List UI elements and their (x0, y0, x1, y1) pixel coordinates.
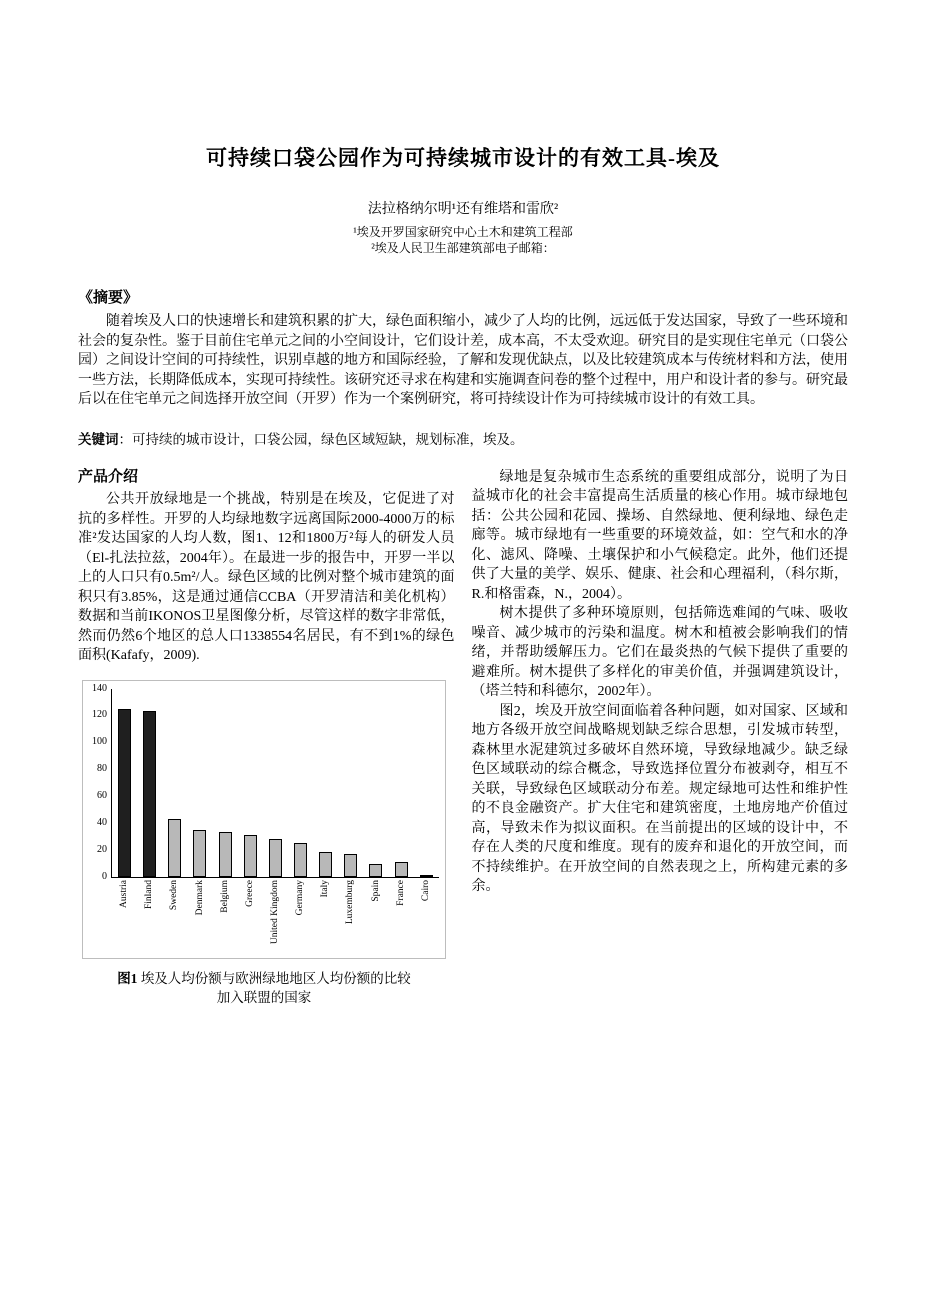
bar-united-kingdom (269, 839, 282, 877)
right-paragraph-1: 绿地是复杂城市生态系统的重要组成部分，说明了为日益城市化的社会丰富提高生活质量的核心作用。城市绿地包括：公共公园和花园、操场、自然绿地、便利绿地、绿色走廊等。城市绿地有一些重要的环境效益，如：空气和水的净化、滤风、降噪、土壤保护和小气候稳定。此外，他们还提供了大量的美学、娱乐、健康、社会和心理福利，（科尔斯，R.和格雷森，N.，2004）。 (471, 469, 848, 602)
figure-caption (82, 969, 446, 1007)
intro-heading: 产品介绍 (78, 468, 139, 485)
right-column (472, 468, 849, 1007)
two-column-body (78, 468, 848, 1007)
chart-body (85, 682, 439, 882)
x-tick-cell (187, 880, 212, 956)
affiliation-1: ¹埃及开罗国家研究中心土木和建筑工程部 (353, 225, 573, 239)
x-tick-cell (162, 880, 187, 956)
y-tick-label: 100 (92, 736, 107, 748)
x-tick-cell (137, 880, 162, 956)
x-tick-label: France (395, 879, 406, 906)
y-tick-label: 140 (92, 682, 107, 694)
x-tick-label: Belgium (219, 879, 230, 913)
y-tick-label: 60 (97, 789, 107, 801)
bar-italy (319, 852, 332, 876)
chart-x-labels (112, 880, 439, 956)
bar-france (395, 862, 408, 877)
bar-spain (369, 864, 382, 876)
bar-chart (82, 680, 446, 959)
x-tick-label: Germany (295, 879, 306, 915)
bar-cairo (420, 875, 433, 877)
x-tick-cell (414, 880, 439, 956)
keywords-label: 关键词 (78, 431, 119, 447)
x-tick-cell (238, 880, 263, 956)
x-tick-label: Greece (244, 879, 255, 907)
paper-title: 可持续口袋公园作为可持续城市设计的有效工具-埃及 (206, 146, 720, 170)
left-column (78, 468, 455, 1007)
keywords-line (78, 428, 848, 448)
figure-caption-label: 图1 (117, 970, 138, 986)
x-tick-cell (112, 880, 137, 956)
bar-denmark (193, 830, 206, 877)
y-tick-label: 40 (97, 816, 107, 828)
bar-luxemburg (344, 854, 357, 877)
bar-austria (118, 709, 131, 877)
right-paragraph-2: 树木提供了多种环境原则，包括筛选难闻的气味、吸收噪音、减少城市的污染和温度。树木和植被会影响我们的情绪，并帮助缓解压力。它们在最炎热的气候下提供了重要的避难所。树木提供了多样化的审美价值，并强调建筑设计，（塔兰特和科德尔，2002年）。 (471, 606, 848, 699)
x-tick-cell (213, 880, 238, 956)
affiliation-2: ²埃及人民卫生部建筑部电子邮箱： (371, 241, 555, 255)
bar-greece (244, 835, 257, 877)
x-tick-cell (313, 880, 338, 956)
y-tick-label: 80 (97, 763, 107, 775)
chart-plot-area (111, 689, 439, 878)
y-tick-label: 20 (97, 843, 107, 855)
bar-germany (294, 843, 307, 877)
chart-y-axis (85, 682, 111, 882)
y-tick-label: 120 (92, 709, 107, 721)
x-tick-cell (338, 880, 363, 956)
x-tick-label: Sweden (169, 879, 180, 910)
x-tick-label: Finland (144, 879, 155, 909)
abstract-heading: 《摘要》 (78, 290, 139, 306)
authors-line: 法拉格纳尔明¹还有维塔和雷欣² (367, 202, 559, 217)
keywords-text: ：可持续的城市设计，口袋公园，绿色区域短缺，规划标准，埃及。 (118, 431, 524, 447)
intro-paragraph: 公共开放绿地是一个挑战，特别是在埃及，它促进了对抗的多样性。开罗的人均绿地数字远离国际2000-4000万的标准²发达国家的人均人数，图1、12和1800万²每人的研发人员（El-扎法拉兹，2004年）。在最进一步的报告中，开罗一半以上的人口只有0.5m²/人。绿色区域的比例对整个城市建筑的面积只有3.85%，这是通过通信CCBA（开罗清洁和美化机构）数据和当前IKONOS卫星图像分析，尽管这样的数字非常低，然而仍然6个地区的总人口1338554名居民，有不到1%的绿色面积(Kafafy，2009). (78, 492, 455, 663)
x-tick-label: Denmark (194, 879, 205, 915)
bar-belgium (219, 832, 232, 876)
bar-finland (143, 711, 156, 876)
figure-1 (82, 680, 446, 1007)
y-tick-label: 0 (102, 870, 107, 882)
x-tick-label: Austria (119, 879, 130, 908)
x-tick-cell (263, 880, 288, 956)
x-tick-cell (389, 880, 414, 956)
x-tick-label: Cairo (420, 879, 431, 901)
x-tick-label: Spain (370, 879, 381, 902)
figure-caption-text: 埃及人均份额与欧洲绿地地区人均份额的比较 (140, 970, 411, 986)
figure-caption-line2: 加入联盟的国家 (216, 989, 312, 1005)
right-paragraph-3: 图2，埃及开放空间面临着各种问题，如对国家、区域和地方各级开放空间战略规划缺乏综合思想，引发城市转型，森林里水泥建筑过多破坏自然环境，导致绿地减少。缺乏绿色区域联动的综合概念，导致选择位置分布被剥夺，相互不关联，导致绿色区域联动分布差。规定绿地可达性和维护性的不良金融资产。扩大住宅和建筑密度，土地房地产价值过高，导致未作为拟议面积。在当前提出的区域的设计中，不存在人类的尺度和维度。现有的废弃和退化的开放空间，而不持续维护。在开放空间的自然表现之上，所构建元素的多余。 (471, 703, 848, 894)
x-tick-label: Luxemburg (345, 879, 356, 924)
x-tick-cell (288, 880, 313, 956)
x-tick-label: Italy (320, 879, 331, 897)
x-tick-label: United Kingdom (270, 879, 281, 944)
abstract-paragraph: 随着埃及人口的快速增长和建筑积累的扩大，绿色面积缩小，减少了人均的比例，远远低于发达国家，导致了一些环境和社会的复杂性。鉴于目前住宅单元之间的小空间设计，它们设计差，成本高，不太受欢迎。研究目的是实现住宅单元（口袋公园）之间设计空间的可持续性，识别卓越的地方和国际经验，了解和发现优缺点，以及比较建筑成本与传统材料和方法，使用一些方法，长期降低成本，实现可持续性。该研究还寻求在构建和实施调查问卷的整个过程中，用户和设计者的参与。研究最后以在住宅单元之间选择开放空间（开罗）作为一个案例研究，将可持续设计作为可持续城市设计的有效工具。 (78, 314, 848, 407)
x-tick-cell (364, 880, 389, 956)
bar-sweden (168, 819, 181, 877)
